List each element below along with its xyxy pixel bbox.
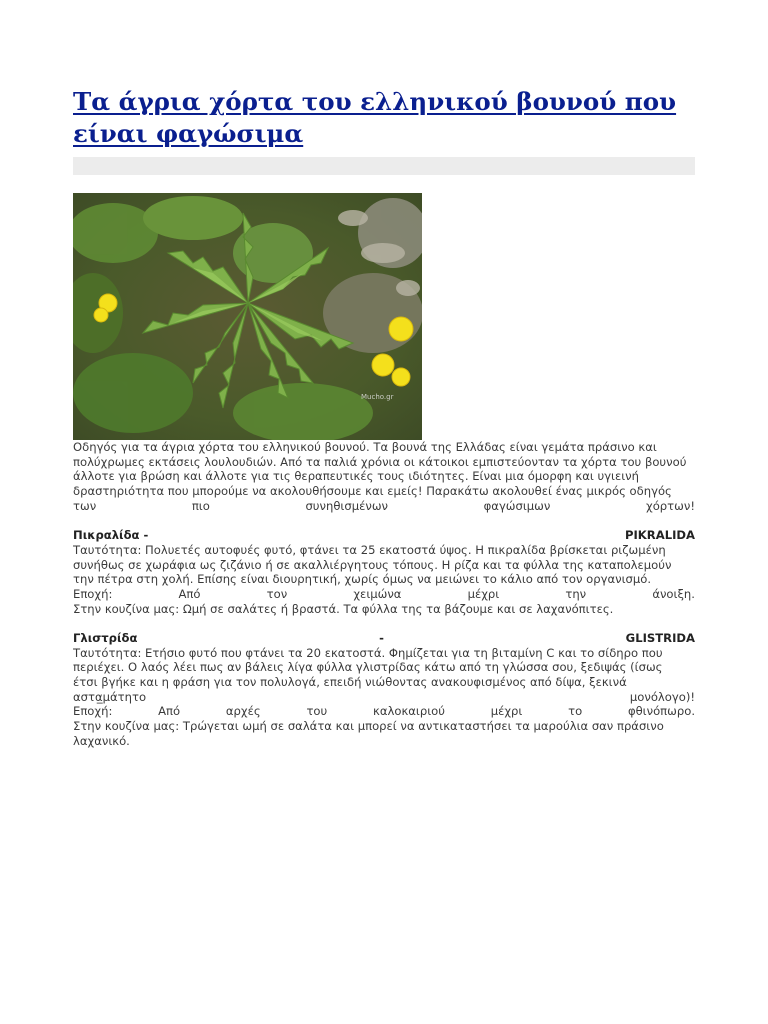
identity-line: συνήθως σε χωράφια ως ζιζάνιο ή σε ακαλλιέργητους τόπους. Η ρίζα και τα φύλλα της καταπολεμούν	[73, 557, 672, 572]
kitchen-line: Στην κουζίνα μας: Τρώγεται ωμή σε σαλάτα και μπορεί να αντικαταστήσει τα μαρούλια σαν πράσινο	[73, 719, 664, 734]
kitchen-line: Στην κουζίνα μας: Ωμή σε σαλάτες ή βραστά. Τα φύλλα της τα βάζουμε και σε λαχανόπιτες.	[73, 601, 614, 616]
kitchen-line: λαχανικό.	[73, 733, 130, 748]
title-line-1: Τα άγρια χόρτα του ελληνικού βουνού που	[73, 87, 677, 116]
dandelion-photo	[73, 193, 422, 440]
identity-line: την πέτρα στη χολή. Επίσης είναι διουρητική, χωρίς όμως να μειώνει το κάλιο από τον οργανισμό.	[73, 572, 652, 587]
intro-line: πολύχρωμες εκτάσεις λουλουδιών. Από τα παλιά χρόνια οι κάτοικοι εμπιστεύονταν τα χόρτα του βουνού	[73, 454, 687, 469]
identity-line: Ταυτότητα: Πολυετές αυτοφυές φυτό, φτάνει τα 25 εκατοστά ύψος. Η πικραλίδα βρίσκεται ριζωμένη	[73, 542, 666, 557]
season-line: Εποχή: Από τον χειμώνα μέχρι την άνοιξη.	[73, 586, 695, 601]
intro-line: άλλοτε για βρώση και άλλοτε για τις θεραπευτικές τους ιδιότητες. Είναι μια όμορφη και υγιεινή	[73, 469, 639, 484]
identity-line: έτσι βγήκε και η φράση για τον πολυλογά, επειδή νιώθοντας ανακουφισμένος από δίψα, ξεκινά	[73, 675, 627, 689]
identity-end-line: αστα̲μάτητο μονόλογο)!	[73, 689, 695, 704]
section-heading-glistrida: Γλιστρίδα - GLISTRIDA	[73, 630, 695, 645]
intro-last-line: των πιο συνηθισμένων φαγώσιμων χόρτων!	[73, 498, 695, 513]
article-body	[73, 440, 695, 748]
identity-line: Ταυτότητα: Ετήσιο φυτό που φτάνει τα 20 εκατοστά. Φημίζεται για τη βιταμίνη C και το σίδηρο που	[73, 645, 663, 660]
season-line: Εποχή: Από αρχές του καλοκαιριού μέχρι το φθινόπωρο.	[73, 704, 695, 719]
intro-line: Οδηγός για τα άγρια χόρτα του ελληνικού βουνού. Τα βουνά της Ελλάδας είναι γεμάτα πράσινο και	[73, 440, 657, 454]
intro-line: δραστηριότητα που μπορούμε να ακολουθήσουμε και εμείς! Παρακάτω ακολουθεί ένας μικρός οδηγός	[73, 484, 672, 499]
identity-line: περιέχει. Ο λαός λέει πως αν βάλεις λίγα φύλλα γλιστρίδας κάτω από τη γλώσσα σου, ξεδιψάς (ίσως	[73, 660, 663, 675]
article-title-link[interactable]	[73, 86, 695, 150]
section-heading-pikralida: Πικραλίδα - PIKRALIDA	[73, 528, 695, 543]
gray-separator-band	[73, 157, 695, 175]
title-line-2: είναι φαγώσιμα	[73, 119, 304, 148]
photo-watermark: Mucho.gr	[361, 393, 394, 401]
